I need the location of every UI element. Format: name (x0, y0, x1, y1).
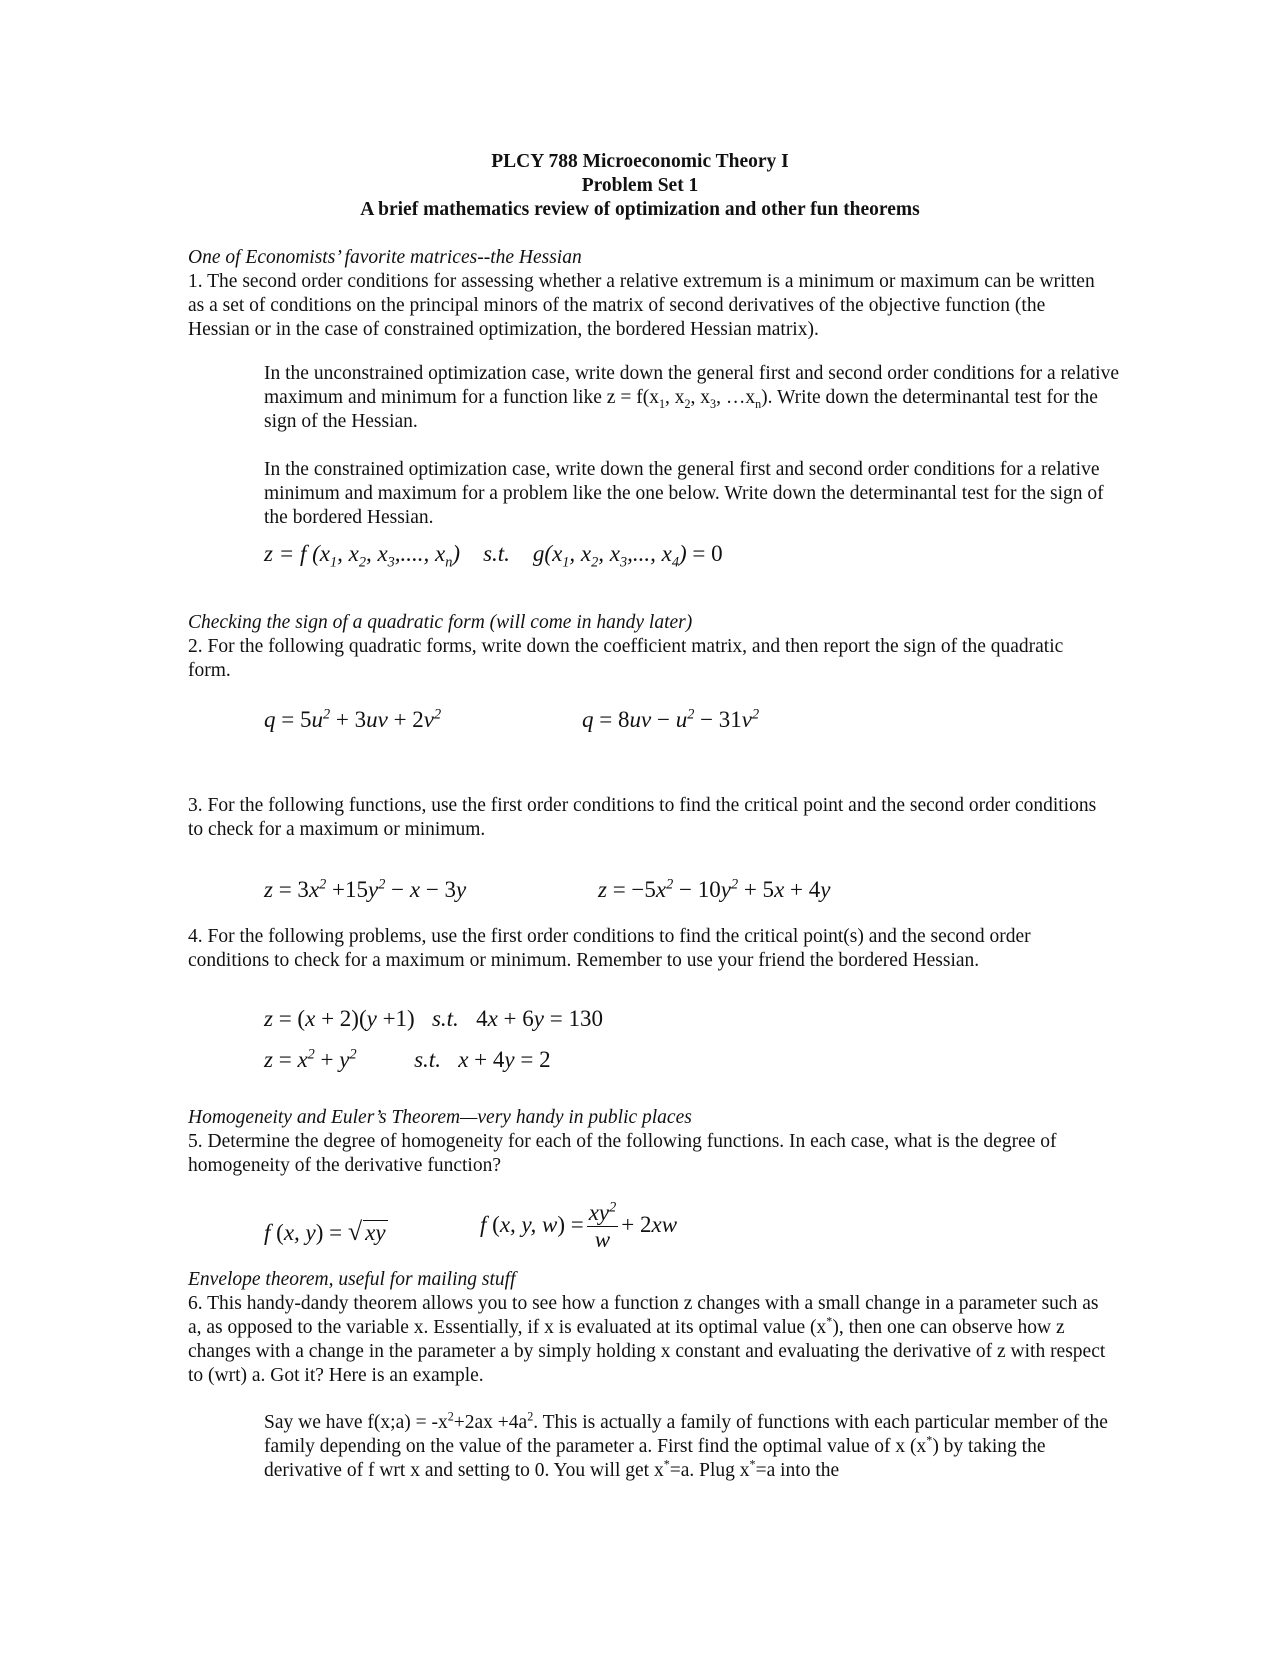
example-text-e: =a. Plug x (669, 1460, 750, 1481)
section-envelope (188, 1268, 1108, 1388)
paragraph-unconstrained: In the unconstrained optimization case, write down the general first and second order conditions for a relative maximum and minimum for a function like $z = f(x_1$, $x_2$, $x_3$, $\dots x_n$). Write down the determinantal test for the sign of the Hessian. (264, 363, 1120, 432)
such-that-label-2: s.t. (414, 1047, 441, 1072)
equation-function-1: $z = 3x^2 +15y^2 - x - 3y$ (264, 876, 467, 902)
section-quadratic (188, 611, 1108, 683)
equation-constrained-2: $z = x^2 + y^2$ s.t. x + 4y = 2 (264, 1046, 551, 1072)
section-heading-quadratic: Checking the sign of a quadratic form (will come in handy later) (188, 612, 693, 633)
fraction-xy2-over-w: $\frac{xy^2}{w}$ (588, 1199, 617, 1252)
paragraph-constrained: In the constrained optimization case, write down the general first and second order conditions for a relative minimum and maximum for a problem like the one below. Write down the determinantal test for the sign of the bordered Hessian. (264, 459, 1104, 528)
unconstrained-text-b: ). Write down the determinantal test for the sign of the Hessian. (264, 387, 1098, 432)
question-6-text-b: ), then one can observe how z changes with a change in the parameter a by simply holding x constant and evaluating the derivative of z with respect to (wrt) a. Got it? Here is an example. (188, 1317, 1106, 1386)
section-heading-homogeneity: Homogeneity and Euler’s Theorem—very handy in public places (188, 1107, 692, 1128)
problem-set-title: Problem Set 1 (581, 175, 699, 196)
section-homogeneity (188, 1106, 1108, 1178)
equation-quadratic-1: $q = 5u^2 + 3uv + 2v^2$ (264, 706, 442, 732)
example-text-c: . This is actually a family of functions with each particular member of the family depending on the value of the parameter a. First find the optimal value of x (x (264, 1412, 1108, 1457)
question-5: 5. Determine the degree of homogeneity for each of the following functions. In each case, what is the degree of homogeneity of the derivative function? (188, 1131, 1057, 1176)
section-heading-hessian: One of Economists’ favorite matrices--the Hessian (188, 247, 582, 268)
equation-quadratic-2: $q = 8uv - u^2 - 31v^2$ (582, 706, 760, 732)
section-heading-envelope: Envelope theorem, useful for mailing stuff (188, 1269, 516, 1290)
subtitle: A brief mathematics review of optimization and other fun theorems (360, 199, 920, 220)
unconstrained-text-a: In the unconstrained optimization case, write down the general first and second order conditions for a relative maximum and minimum for a function like z = f(x (264, 363, 1120, 408)
question-1: 1. The second order conditions for assessing whether a relative extremum is a minimum or maximum can be written as a set of conditions on the principal minors of the matrix of second derivatives of the objective function (the Hessian or in the case of constrained optimization, the bordered Hessian matrix). (188, 271, 1095, 340)
course-title: PLCY 788 Microeconomic Theory I (491, 151, 789, 172)
question-6-text-a: 6. This handy-dandy theorem allows you to see how a function z changes with a small change in a parameter such as a, as opposed to the variable x. Essentially, if x is evaluated at its optimal value (x (188, 1293, 1099, 1338)
question-2: 2. For the following quadratic forms, write down the coefficient matrix, and then report the sign of the quadratic form. (188, 636, 1064, 681)
section-hessian (188, 246, 1108, 342)
equation-constrained-1: z = (x + 2)(y +1) s.t. 4x + 6y = 130 (264, 1006, 603, 1031)
paragraph-envelope-example: Say we have f(x;a) = $-x^2+2ax +4a^2$. This is actually a family of functions with each particular member of the family depending on the value of the parameter a. First find the optimal value of x (x*) by taking the derivative of f wrt x and setting to 0. You will get x*=a. Plug x*=a into the (264, 1409, 1108, 1481)
example-text-d: ) by taking the derivative of f wrt x and setting to 0. You will get x (264, 1436, 1046, 1481)
example-text-b: +2ax +4a (453, 1412, 528, 1433)
equation-function-2: $z = -5x^2 - 10y^2 + 5x + 4y$ (598, 876, 831, 902)
question-3: 3. For the following functions, use the first order conditions to find the critical point and the second order conditions to check for a maximum or minimum. (188, 795, 1097, 840)
such-that-label-1: s.t. (431, 1006, 459, 1031)
equation-constrained-problem: z = f ($x_1$, $x_2$, $x_3$,...., $x_n$) s.t. $g(x_1$, $x_2$, $x_3$,..., $x_4) = 0$ (264, 541, 723, 571)
equation-homogeneity-1: f (x, y) = √ xy (264, 1217, 386, 1246)
example-text-f: =a into the (755, 1460, 840, 1481)
question-4: 4. For the following problems, use the first order conditions to find the critical point(s) and the second order conditions to check for a maximum or minimum. Remember to use your friend the bordered Hessian. (188, 926, 1031, 971)
equation-homogeneity-2: f (x, y, w) = $\frac{xy^2}{w}$ + 2xw (480, 1199, 678, 1252)
such-that-label: s.t. (483, 541, 510, 566)
document-title (0, 150, 1280, 222)
example-text-a: Say we have f(x;a) = -x (264, 1412, 448, 1433)
question-6: 6. This handy-dandy theorem allows you to see how a function z changes with a small change in a parameter such as a, as opposed to the variable x. Essentially, if x is evaluated at its optimal value (x*), then one can observe how z changes with a change in the parameter a by simply holding x constant and evaluating the derivative of z with respect to (wrt) a. Got it? Here is an example. (188, 1293, 1106, 1386)
